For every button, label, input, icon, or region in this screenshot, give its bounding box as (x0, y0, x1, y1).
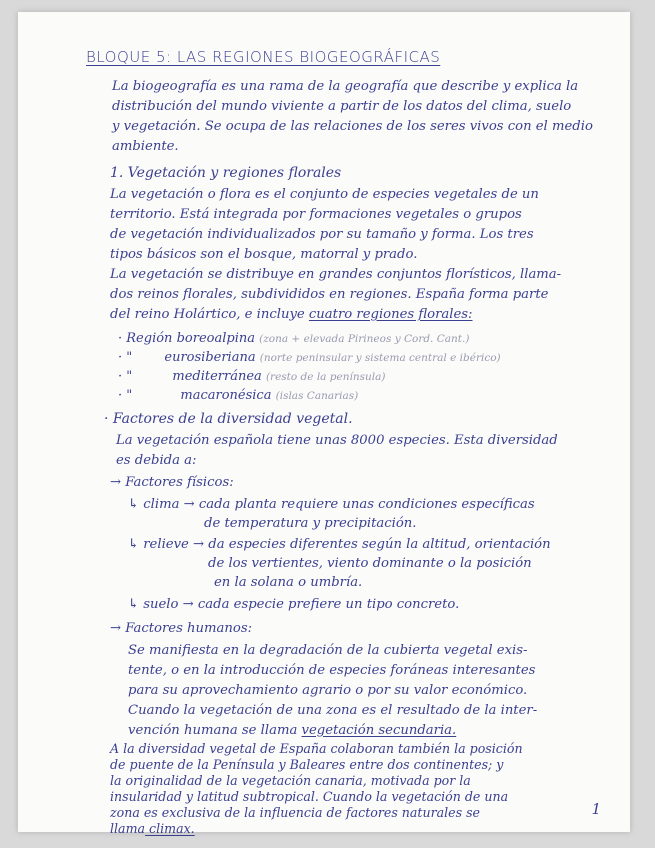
intro-line-4: ambiente. (112, 139, 179, 154)
region-eurosiberiana (118, 350, 501, 365)
closing-line-5 (110, 805, 480, 820)
closing-line-text: llama (110, 821, 146, 836)
closing-line-1 (110, 741, 523, 756)
intro-line-2: distribución del mundo viviente a partir de los datos del clima, suelo (112, 99, 572, 114)
closing-line-4 (110, 789, 508, 804)
s1-p1-line-2: territorio. Está integrada por formaciones vegetales o grupos (110, 207, 522, 222)
region-boreoalpina (118, 331, 469, 346)
s1-p1-line-4: tipos básicos son el bosque, matorral y prado. (110, 247, 418, 262)
intro-line-3: y vegetación. Se ocupa de las relaciones de los seres vivos con el medio (112, 119, 593, 134)
secondary-vegetation-term: vegetación secundaria. (301, 723, 457, 738)
human-line-5-text: vención humana se llama (128, 723, 298, 738)
page-number: 1 (591, 800, 601, 818)
closing-line-6 (110, 821, 195, 836)
region-mediterranea (118, 369, 385, 384)
region-prefix: · Región (118, 331, 173, 346)
closing-line-text: insularidad y latitud subtropical. Cuando la vegetación de una (110, 789, 509, 804)
s1-p1-line-1: La vegetación o flora es el conjunto de especies vegetales de un (110, 187, 539, 202)
region-note: (islas Canarias) (275, 390, 359, 402)
climax-term: climax. (145, 821, 195, 836)
region-prefix: · " (118, 388, 133, 403)
region-name: mediterránea (172, 369, 262, 384)
region-prefix: · " (118, 369, 133, 384)
s1-p1-line-3: de vegetación individualizados por su tamaño y forma. Los tres (110, 227, 534, 242)
closing-line-text: A la diversidad vegetal de España colaboran también la posición (110, 741, 523, 756)
s1-p2-line-2: dos reinos florales, subdivididos en regiones. España forma parte (110, 287, 549, 302)
region-macaronesica (118, 388, 358, 403)
s1-p2-line-1: La vegetación se distribuye en grandes conjuntos florísticos, llama- (110, 267, 562, 282)
region-name: macaronésica (180, 388, 272, 403)
physical-climate-1: ↳ clima → cada planta requiere unas condiciones específicas (128, 497, 535, 512)
closing-line-3 (110, 773, 471, 788)
closing-line-text: zona es exclusiva de la influencia de factores naturales se (110, 805, 480, 820)
closing-line-text: de puente de la Península y Baleares entre dos continentes; y (110, 757, 504, 772)
physical-relief-3: en la solana o umbría. (214, 575, 363, 590)
physical-climate-2: de temperatura y precipitación. (204, 516, 417, 531)
page-title: BLOQUE 5: LAS REGIONES BIOGEOGRÁFICAS (86, 48, 441, 66)
region-note: (resto de la península) (265, 371, 386, 383)
closing-line-text: la originalidad de la vegetación canaria, motivada por la (110, 773, 471, 788)
intro-line-1: La biogeografía es una rama de la geografía que describe y explica la (112, 79, 579, 94)
region-note: (norte peninsular y sistema central e ibérico) (259, 352, 501, 364)
human-factors-heading: → Factores humanos: (110, 621, 253, 636)
physical-relief-1: ↳ relieve → da especies diferentes según la altitud, orientación (128, 537, 551, 552)
human-line-3: para su aprovechamiento agrario o por su valor económico. (128, 683, 528, 698)
human-line-4: Cuando la vegetación de una zona es el resultado de la inter- (128, 703, 538, 718)
four-regions-label: cuatro regiones florales: (308, 307, 473, 322)
s1-p2-line-3 (110, 307, 473, 322)
closing-line-2 (110, 757, 503, 772)
s1-p2-line-3-text: del reino Holártico, e incluye (110, 307, 305, 322)
physical-factors-heading: → Factores físicos: (110, 475, 234, 490)
factors-intro-2: es debida a: (116, 453, 197, 468)
physical-relief-2: de los vertientes, viento dominante o la posición (208, 556, 532, 571)
human-line-2: tente, o en la introducción de especies foráneas interesantes (128, 663, 536, 678)
factors-intro-1: La vegetación española tiene unas 8000 especies. Esta diversidad (116, 433, 558, 448)
factors-heading: · Factores de la diversidad vegetal. (104, 411, 353, 427)
region-name: eurosiberiana (164, 350, 256, 365)
human-line-5 (128, 723, 456, 738)
physical-soil: ↳ suelo → cada especie prefiere un tipo concreto. (128, 597, 460, 612)
region-note: (zona + elevada Pirineos y Cord. Cant.) (259, 333, 470, 345)
section-1-heading: 1. Vegetación y regiones florales (110, 165, 342, 181)
region-name: boreoalpina (176, 331, 255, 346)
region-prefix: · " (118, 350, 133, 365)
human-line-1: Se manifiesta en la degradación de la cubierta vegetal exis- (128, 643, 528, 658)
